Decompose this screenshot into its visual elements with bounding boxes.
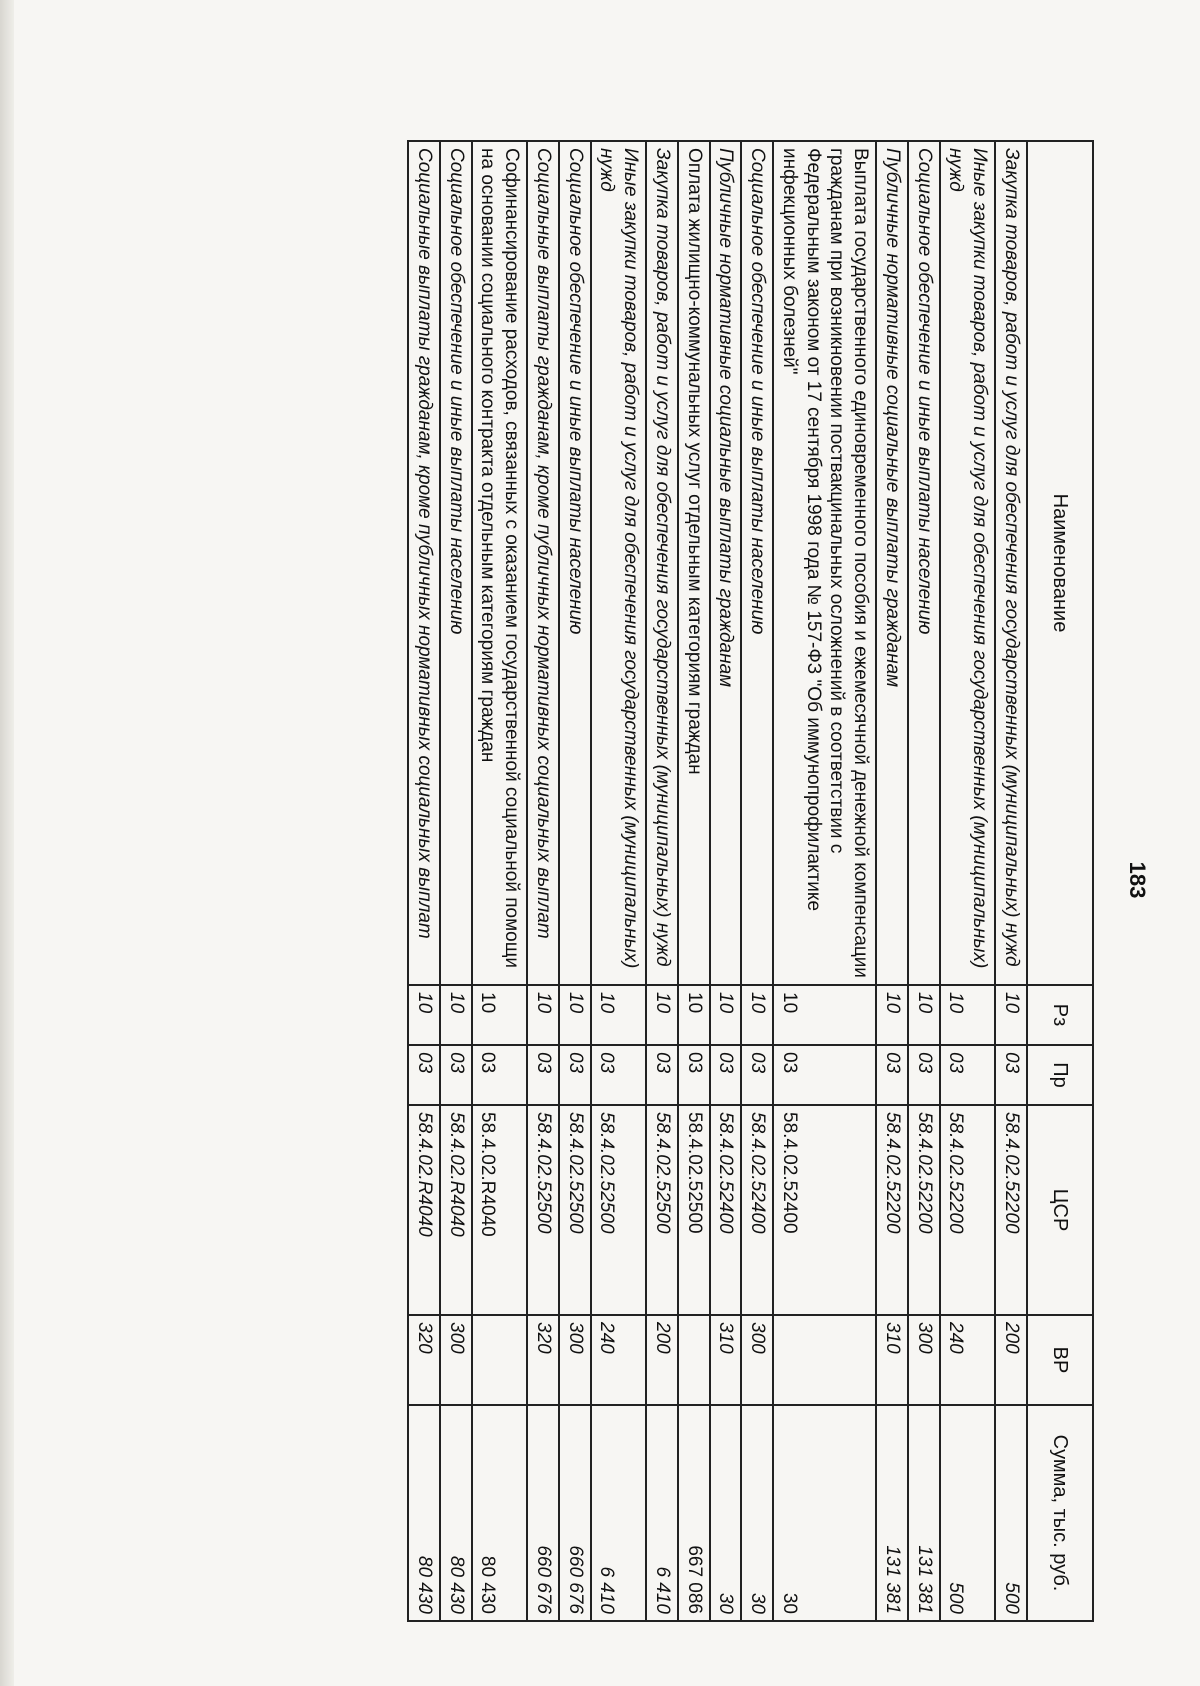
- cell-sum: 80 430: [472, 1405, 528, 1621]
- header-rz: Рз: [1027, 985, 1093, 1045]
- cell-name: Публичные нормативные социальные выплаты гражданам: [876, 141, 908, 985]
- page-number: 183: [1125, 861, 1150, 899]
- cell-pr: 03: [995, 1045, 1027, 1105]
- cell-csr: 58.4.02.R4040: [472, 1105, 528, 1315]
- cell-pr: 03: [678, 1045, 710, 1105]
- cell-sum: 660 676: [527, 1405, 559, 1621]
- cell-name: Закупка товаров, работ и услуг для обеспечения государственных (муниципальных) нужд: [646, 141, 678, 985]
- cell-sum: 30: [710, 1405, 742, 1621]
- cell-vr: 200: [646, 1315, 678, 1405]
- cell-name: Социальное обеспечение и иные выплаты населению: [908, 141, 940, 985]
- header-pr: Пр: [1027, 1045, 1093, 1105]
- cell-rz: 10: [559, 985, 591, 1045]
- cell-rz: 10: [876, 985, 908, 1045]
- cell-vr: [773, 1315, 876, 1405]
- cell-rz: 10: [908, 985, 940, 1045]
- cell-sum: 30: [773, 1405, 876, 1621]
- cell-sum: 6 410: [646, 1405, 678, 1621]
- table-row: [908, 141, 940, 1621]
- cell-pr: 03: [908, 1045, 940, 1105]
- cell-pr: 03: [773, 1045, 876, 1105]
- cell-csr: 58.4.02.52200: [876, 1105, 908, 1315]
- table-row: [710, 141, 742, 1621]
- cell-name: Иные закупки товаров, работ и услуг для обеспечения государственных (муниципальных) нужд: [940, 141, 996, 985]
- cell-pr: 03: [646, 1045, 678, 1105]
- cell-pr: 03: [472, 1045, 528, 1105]
- cell-name: Социальные выплаты гражданам, кроме публичных нормативных социальных выплат: [408, 141, 440, 985]
- cell-name: Социальное обеспечение и иные выплаты населению: [440, 141, 472, 985]
- cell-csr: 58.4.02.52500: [527, 1105, 559, 1315]
- cell-csr: 58.4.02.R4040: [440, 1105, 472, 1315]
- cell-vr: 320: [527, 1315, 559, 1405]
- header-csr: ЦСР: [1027, 1105, 1093, 1315]
- cell-csr: 58.4.02.R4040: [408, 1105, 440, 1315]
- table-row: [559, 141, 591, 1621]
- cell-pr: 03: [440, 1045, 472, 1105]
- cell-pr: 03: [527, 1045, 559, 1105]
- cell-name: Иные закупки товаров, работ и услуг для обеспечения государственных (муниципальных) нужд: [591, 141, 647, 985]
- cell-sum: 500: [995, 1405, 1027, 1621]
- cell-csr: 58.4.02.52400: [710, 1105, 742, 1315]
- cell-vr: 240: [940, 1315, 996, 1405]
- cell-pr: 03: [591, 1045, 647, 1105]
- cell-name: Социальные выплаты гражданам, кроме публичных нормативных социальных выплат: [527, 141, 559, 985]
- cell-rz: 10: [527, 985, 559, 1045]
- cell-csr: 58.4.02.52500: [559, 1105, 591, 1315]
- cell-vr: 300: [559, 1315, 591, 1405]
- table-row: [646, 141, 678, 1621]
- cell-sum: 660 676: [559, 1405, 591, 1621]
- cell-name: Закупка товаров, работ и услуг для обеспечения государственных (муниципальных) нужд: [995, 141, 1027, 985]
- cell-vr: 200: [995, 1315, 1027, 1405]
- rotated-page-content: [154, 140, 1150, 1620]
- cell-rz: 10: [408, 985, 440, 1045]
- cell-csr: 58.4.02.52400: [742, 1105, 774, 1315]
- cell-name: Софинансирование расходов, связанных с оказанием государственной социальной помощи на основании социального контракта отдельным категориям граждан: [472, 141, 528, 985]
- table-row: [678, 141, 710, 1621]
- cell-sum: 30: [742, 1405, 774, 1621]
- cell-csr: 58.4.02.52500: [678, 1105, 710, 1315]
- cell-rz: 10: [995, 985, 1027, 1045]
- cell-pr: 03: [876, 1045, 908, 1105]
- cell-rz: 10: [742, 985, 774, 1045]
- cell-sum: 80 430: [440, 1405, 472, 1621]
- cell-sum: 6 410: [591, 1405, 647, 1621]
- cell-rz: 10: [591, 985, 647, 1045]
- cell-name: Оплата жилищно-коммунальных услуг отдельным категориям граждан: [678, 141, 710, 985]
- table-row: [408, 141, 440, 1621]
- header-vr: ВР: [1027, 1315, 1093, 1405]
- cell-rz: 10: [440, 985, 472, 1045]
- cell-vr: 300: [908, 1315, 940, 1405]
- cell-csr: 58.4.02.52500: [591, 1105, 647, 1315]
- header-sum: Сумма, тыс. руб.: [1027, 1405, 1093, 1621]
- table-row: [876, 141, 908, 1621]
- cell-csr: 58.4.02.52400: [773, 1105, 876, 1315]
- table-row: [742, 141, 774, 1621]
- cell-rz: 10: [710, 985, 742, 1045]
- cell-csr: 58.4.02.52200: [995, 1105, 1027, 1315]
- cell-rz: 10: [940, 985, 996, 1045]
- cell-vr: 240: [591, 1315, 647, 1405]
- cell-sum: 131 381: [876, 1405, 908, 1621]
- table-row: [591, 141, 647, 1621]
- table-row: [940, 141, 996, 1621]
- cell-vr: 310: [876, 1315, 908, 1405]
- cell-sum: 667 086: [678, 1405, 710, 1621]
- cell-rz: 10: [773, 985, 876, 1045]
- cell-vr: [678, 1315, 710, 1405]
- table-row: [440, 141, 472, 1621]
- table-row: [995, 141, 1027, 1621]
- cell-name: Публичные нормативные социальные выплаты гражданам: [710, 141, 742, 985]
- table-header-row: [1027, 141, 1093, 1621]
- cell-sum: 131 381: [908, 1405, 940, 1621]
- cell-pr: 03: [940, 1045, 996, 1105]
- table-body: [408, 141, 1027, 1621]
- cell-vr: 320: [408, 1315, 440, 1405]
- cell-csr: 58.4.02.52200: [908, 1105, 940, 1315]
- cell-csr: 58.4.02.52200: [940, 1105, 996, 1315]
- header-name: Наименование: [1027, 141, 1093, 985]
- cell-name: Социальное обеспечение и иные выплаты населению: [559, 141, 591, 985]
- table-row: [773, 141, 876, 1621]
- cell-vr: [472, 1315, 528, 1405]
- cell-sum: 80 430: [408, 1405, 440, 1621]
- cell-sum: 500: [940, 1405, 996, 1621]
- cell-name: Социальное обеспечение и иные выплаты населению: [742, 141, 774, 985]
- cell-name: Выплата государственного единовременного пособия и ежемесячной денежной компенсации гражданам при возникновении поствакцинальных осложнений в соответствии с Федеральным законом от 17 сентября 1998 года № 157-ФЗ "Об иммунопрофилактике инфекционных болезней": [773, 141, 876, 985]
- cell-pr: 03: [408, 1045, 440, 1105]
- cell-csr: 58.4.02.52500: [646, 1105, 678, 1315]
- cell-pr: 03: [742, 1045, 774, 1105]
- cell-rz: 10: [678, 985, 710, 1045]
- cell-vr: 300: [742, 1315, 774, 1405]
- cell-vr: 300: [440, 1315, 472, 1405]
- budget-table: [407, 140, 1094, 1622]
- cell-pr: 03: [710, 1045, 742, 1105]
- cell-rz: 10: [646, 985, 678, 1045]
- cell-rz: 10: [472, 985, 528, 1045]
- table-row: [527, 141, 559, 1621]
- table-row: [472, 141, 528, 1621]
- page-scan-edge: [0, 0, 14, 1686]
- cell-pr: 03: [559, 1045, 591, 1105]
- cell-vr: 310: [710, 1315, 742, 1405]
